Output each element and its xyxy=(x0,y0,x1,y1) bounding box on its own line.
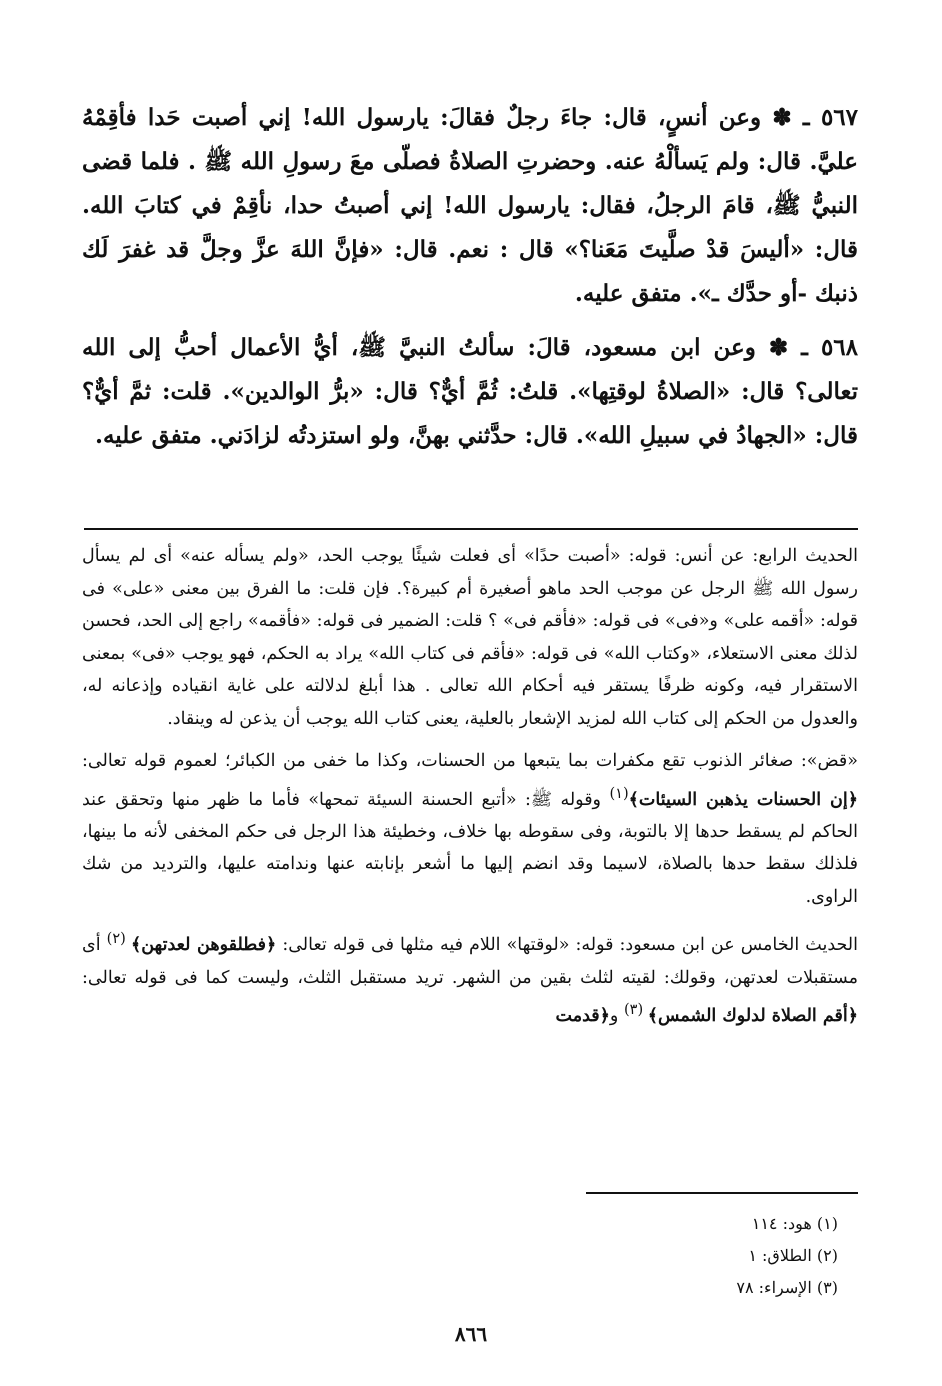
commentary-text: وقوله ﷺ: «أتبع الحسنة السيئة تمحها» فأما ما ظهر منها وتحقق عند الحاكم لم يسقط حدها إلا بالتوبة، وفى سقوطه بها خلاف، وخطيئة هذا الرجل فى حكم المخفى لأنه ما بينها، فلذلك سقط حدها بالصلاة، لاسيما وقد انضم إليها ما أشعر بإنابته عنها وندامته عليها، والترديد من شك الراوى. xyxy=(82,789,858,907)
quran-quote: ﴿قدمت xyxy=(555,1005,610,1026)
main-text-divider xyxy=(84,528,858,530)
footnote-2: (٢) الطلاق: ١ xyxy=(748,1246,838,1265)
commentary-block xyxy=(82,540,858,1042)
footnote-reference: (٣) xyxy=(623,1001,648,1019)
commentary-text: و xyxy=(609,1005,624,1026)
page-number: ٨٦٦ xyxy=(454,1322,488,1346)
footnote-reference: (١) xyxy=(609,784,629,802)
commentary-text: الحديث الخامس عن ابن مسعود: قوله: «لوقتها» اللام فيه مثلها فى قوله تعالى: xyxy=(276,935,858,956)
quran-quote: ﴿إن الحسنات يذهبن السيئات﴾ xyxy=(628,789,858,810)
footnote-3: (٣) الإسراء: ٧٨ xyxy=(736,1278,838,1297)
hadith-text-block xyxy=(82,96,858,468)
commentary-text: «قض»: صغائر الذنوب تقع مكفرات بما يتبعها من الحسنات، وكذا ما خفى من الكبائر؛ لعموم قوله تعالى: xyxy=(82,751,858,771)
quran-quote: ﴿أقم الصلاة لدلوك الشمس﴾ xyxy=(647,1005,858,1026)
commentary-paragraph-3 xyxy=(82,923,858,1032)
commentary-paragraph-1: الحديث الرابع: عن أنس: قوله: «أصبت حدًا» أى فعلت شيئًا يوجب الحد، «ولم يسأله عنه» أى لم يسأل رسول الله ﷺ الرجل عن موجب الحد ماهو أصغيرة أم كبيرة؟. فإن قلت: ما الفرق بين معنى «على» فى قوله: «أقمه على» و«فى» فى قوله: «فأقم فى» ؟ قلت: الضمير فى قوله: «فأقمه» راجع إلى الحد، فحسن لذلك معنى الاستعلاء، «وكتاب الله» فى قوله: «فأقم فى كتاب الله» يراد به الحكم، فهو يوجب «فى» بمعنى الاستقرار فيه، وكونه ظرفًا يستقر فيه أحكام الله تعالى . هذا أبلغ لدلالته على غاية انقياده وإذعانه له، والعدول من الحكم إلى كتاب الله لمزيد الإشعار بالعلية، يعنى كتاب الله يوجب أن يذعن له وينقاد. xyxy=(82,546,858,729)
commentary-text: أى مستقبلات لعدتهن، وقولك: لقيته لثلث بقين من الشهر. تريد مستقبل الثلث، وليست كما فى قوله تعالى: xyxy=(82,935,858,988)
hadith-567: ٥٦٧ ـ ✽ وعن أنسٍ، قال: جاءَ رجلٌ فقالَ: يارسول الله! إني أصبت حَدا فأقِمْهُ عليَّ. قال: ولم يَسألْهُ عنه. وحضرتِ الصلاةُ فصلّى معَ رسولِ الله ﷺ . فلما قضى النبيُّ ﷺ، قامَ الرجلُ، فقال: يارسول الله! إني أصبتُ حدا، نأقِمْ في كتابَ الله. قال: «أليسَ قدْ صلَّيتَ مَعَنا؟» قال : نعم. قال: «فإنَّ اللهَ عزَّ وجلَّ قد غفرَ لَك ذنبك -أو حدَّك ـ». متفق عليه. xyxy=(82,104,858,307)
hadith-568: ٥٦٨ ـ ✽ وعن ابن مسعود، قالَ: سألتُ النبيَّ ﷺ، أيُّ الأعمال أحبُّ إلى الله تعالى؟ قال: «الصلاةُ لوقتِها». قلتُ: ثُمَّ أيٌّ؟ قال: «برُّ الوالدين». قلت: ثمَّ أيٌّ؟ قال: «الجهادُ في سبيلِ الله». قال: حدَّثني بهنَّ، ولو استزدتُه لزادَني. متفق عليه. xyxy=(82,334,858,449)
footnote-reference: (٢) xyxy=(106,930,131,948)
footnote-divider xyxy=(586,1192,858,1194)
commentary-paragraph-2 xyxy=(82,745,858,913)
quran-quote: ﴿فطلقوهن لعدتهن﴾ xyxy=(130,935,277,956)
footnote-1: (١) هود: ١١٤ xyxy=(751,1214,838,1233)
footnotes xyxy=(438,1208,838,1304)
